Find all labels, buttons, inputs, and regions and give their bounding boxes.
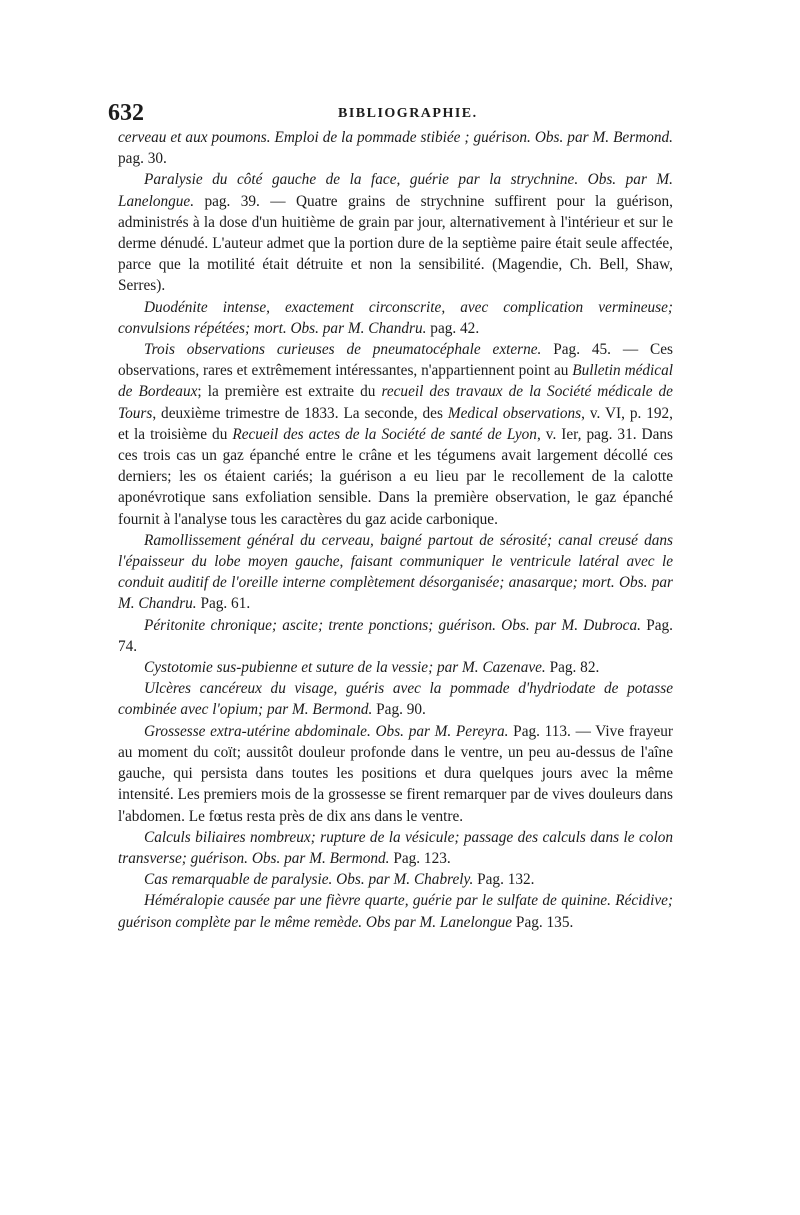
- bibliography-entry: [118, 869, 673, 890]
- entry-text: Pag. 45. — Ces observations, rares et extrêmement intéressantes, n'appartiennent point au: [118, 341, 673, 380]
- entry-italic-text: Ulcères cancéreux du visage, guéris avec la pommade d'hydriodate de potasse combinée avec l'opium; par M. Bermond.: [118, 680, 673, 719]
- entry-italic-text: cerveau et aux poumons. Emploi de la pommade stibiée ; guérison. Obs. par M. Bermond.: [118, 129, 673, 146]
- entry-italic-text: Péritonite chronique; ascite; trente ponctions; guérison. Obs. par M. Dubroca.: [144, 616, 641, 634]
- bibliography-entry: [118, 127, 673, 169]
- entry-text: Pag. 123.: [389, 849, 451, 867]
- entry-italic-text: Duodénite intense, exactement circonscrite, avec complication vermineuse; convulsions répétées; mort. Obs. par M. Chandru.: [118, 298, 673, 337]
- bibliography-body: [118, 127, 673, 933]
- entry-italic-text: Ramollissement général du cerveau, baigné partout de sérosité; canal creusé dans l'épaisseur du lobe moyen gauche, faisant communiquer le ventricule latéral avec le conduit auditif de l'oreille interne complètement désorganisée; anasarque; mort. Obs. par M. Chandru.: [118, 531, 673, 613]
- bibliography-entry: [118, 890, 673, 932]
- entry-text: , deuxième trimestre de 1833. La seconde, des: [152, 404, 448, 422]
- entry-text: , v. VI, p. 192, et la troisième du: [118, 404, 674, 443]
- bibliography-entry: [118, 657, 673, 678]
- entry-text: Pag. 74.: [118, 616, 673, 655]
- bibliography-entry: [118, 827, 673, 869]
- bibliography-entry: [118, 678, 673, 720]
- entry-text: pag. 42.: [426, 319, 480, 337]
- entry-text: ; la première est extraite du: [197, 383, 382, 401]
- entry-italic-text: recueil des travaux de la Société médicale de Tours: [118, 383, 673, 422]
- page-header: [108, 100, 668, 128]
- entry-text: Pag. 135.: [512, 913, 574, 931]
- bibliography-entry: [118, 721, 673, 827]
- entry-text: Pag. 113. — Vive frayeur au moment du coït; aussitôt douleur profonde dans le ventre, un peu au-dessus de l'aîne gauche, qui persista dans toutes les positions et dura quelques jours avec la même intensité. Les premiers mois de la grossesse se firent remarquer par de vives douleurs dans l'abdomen. Le fœtus resta près de dix ans dans le ventre.: [118, 722, 673, 825]
- entry-italic-text: Héméralopie causée par une fièvre quarte, guérie par le sulfate de quinine. Récidive; guérison complète par le même remède. Obs par M. Lanelongue: [118, 892, 673, 931]
- bibliography-entry: [118, 297, 673, 339]
- entry-text: pag. 39. — Quatre grains de strychnine suffirent pour la guérison, administrés à la dose d'un huitième de grain par jour, alternativement à l'intérieur et sur le derme dénudé. L'auteur admet que la portion dure de la septième paire était seule affectée, parce que la motilité était détruite et non la sensibilité. (Magendie, Ch. Bell, Shaw, Serres).: [118, 192, 673, 295]
- entry-italic-text: Cas remarquable de paralysie. Obs. par M. Chabrely.: [144, 871, 474, 889]
- entry-text: Pag. 132.: [473, 871, 535, 889]
- running-head: BIBLIOGRAPHIE.: [338, 106, 478, 121]
- page-number: 632: [108, 100, 144, 126]
- bibliography-entry: [118, 615, 673, 657]
- entry-italic-text: Grossesse extra-utérine abdominale. Obs. par M. Pereyra.: [144, 722, 509, 740]
- entry-italic-text: Recueil des actes de la Société de santé de Lyon: [232, 425, 537, 443]
- entry-italic-text: Paralysie du côté gauche de la face, guérie par la strychnine. Obs. par M. Lanelongue.: [118, 171, 673, 210]
- entry-italic-text: Medical observations: [447, 404, 582, 422]
- entry-italic-text: Bulletin médical de Bordeaux: [118, 362, 673, 401]
- entry-text: Pag. 90.: [372, 701, 426, 719]
- bibliography-entry: [118, 530, 673, 615]
- entry-italic-text: Trois observations curieuses de pneumatocéphale externe.: [144, 341, 542, 359]
- entry-italic-text: Calculs biliaires nombreux; rupture de la vésicule; passage des calculs dans le colon transverse; guérison. Obs. par M. Bermond.: [118, 828, 673, 867]
- entry-text: Pag. 61.: [196, 595, 251, 613]
- bibliography-entry: [118, 339, 673, 530]
- entry-text: pag. 30.: [118, 150, 167, 168]
- entry-text: , v. Ier, pag. 31. Dans ces trois cas un gaz épanché entre le crâne et les tégumens avait largement décollé ces derniers; les os étaient cariés; la guérison a eu lieu par le recollement de la calotte aponévrotique sans exfoliation sensible. Dans la première observation, le gaz épanché fournit à l'analyse tous les caractères du gaz acide carbonique.: [118, 425, 673, 528]
- entry-italic-text: Cystotomie sus-pubienne et suture de la vessie; par M. Cazenave.: [144, 659, 546, 677]
- bibliography-entry: [118, 169, 673, 296]
- entry-text: Pag. 82.: [545, 659, 600, 677]
